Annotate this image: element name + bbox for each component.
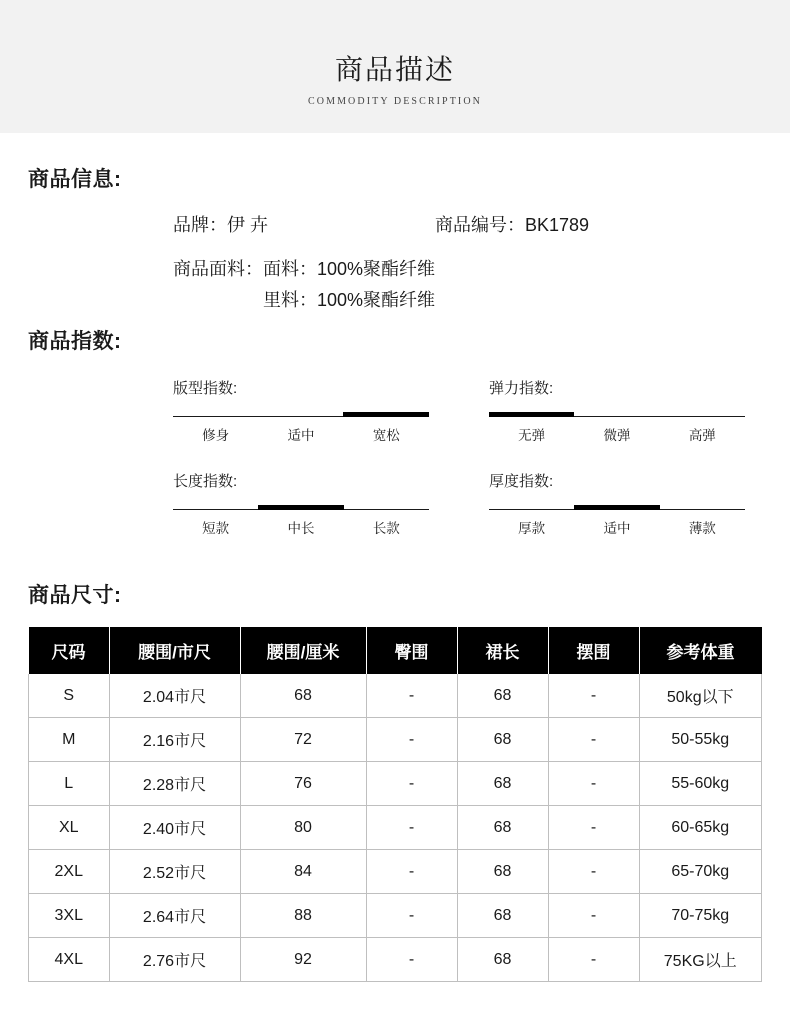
size-table-body	[29, 674, 762, 982]
page-title: 商品描述	[334, 53, 455, 85]
brand-and-code-row	[173, 211, 790, 237]
index-bar-elasticity	[489, 406, 745, 417]
table-cell: XL	[29, 806, 110, 850]
table-cell: -	[366, 762, 457, 806]
table-cell: 2.16市尺	[109, 718, 240, 762]
size-col-hip: 臀围	[366, 627, 457, 674]
table-cell: 68	[457, 894, 548, 938]
table-cell: 68	[240, 674, 366, 718]
table-cell: -	[548, 762, 639, 806]
index-option-fit-0: 修身	[202, 428, 230, 443]
table-cell: 2XL	[29, 850, 110, 894]
table-row	[29, 938, 762, 982]
brand-label: 品牌：伊 卉	[173, 215, 269, 235]
table-cell: 3XL	[29, 894, 110, 938]
table-cell: 2.04市尺	[109, 674, 240, 718]
table-cell: 84	[240, 850, 366, 894]
table-cell: -	[548, 718, 639, 762]
table-cell: 50kg以下	[639, 674, 762, 718]
table-cell: -	[548, 938, 639, 982]
table-cell: -	[366, 806, 457, 850]
index-label-fit: 版型指数:	[173, 380, 238, 397]
index-options-elasticity	[489, 424, 745, 444]
table-cell: 60-65kg	[639, 806, 762, 850]
table-cell: 92	[240, 938, 366, 982]
product-size-heading: 商品尺寸:	[28, 584, 122, 607]
table-cell: 88	[240, 894, 366, 938]
product-code-label: 商品编号：BK1789	[435, 215, 590, 235]
product-index-section	[0, 325, 790, 563]
table-cell: 65-70kg	[639, 850, 762, 894]
table-cell: -	[366, 718, 457, 762]
index-option-thickness-2: 薄款	[688, 521, 716, 536]
table-cell: 75KG以上	[639, 938, 762, 982]
fabric-row	[173, 255, 790, 317]
index-group-thickness	[489, 470, 745, 537]
page-subtitle: COMMODITY DESCRIPTION	[307, 96, 482, 108]
table-row	[29, 806, 762, 850]
index-group-elasticity	[489, 377, 745, 444]
table-cell: 68	[457, 718, 548, 762]
table-cell: 2.64市尺	[109, 894, 240, 938]
product-size-section	[0, 579, 790, 982]
index-option-length-2: 长款	[372, 521, 400, 536]
table-row	[29, 850, 762, 894]
table-cell: 72	[240, 718, 366, 762]
fabric-outer-value: 面料：100%聚酯纤维	[263, 259, 436, 279]
size-col-weight: 参考体重	[639, 627, 762, 674]
fabric-values	[263, 255, 435, 317]
index-label-length: 长度指数:	[173, 473, 238, 490]
product-info-heading: 商品信息:	[28, 168, 122, 191]
table-cell: 76	[240, 762, 366, 806]
table-row	[29, 762, 762, 806]
table-cell: 80	[240, 806, 366, 850]
table-cell: -	[366, 894, 457, 938]
table-cell: 2.28市尺	[109, 762, 240, 806]
table-cell: -	[366, 850, 457, 894]
table-cell: M	[29, 718, 110, 762]
index-option-elasticity-1: 微弹	[603, 428, 631, 443]
table-cell: 2.52市尺	[109, 850, 240, 894]
index-group-fit	[173, 377, 429, 444]
size-table	[28, 627, 762, 982]
table-cell: L	[29, 762, 110, 806]
index-options-fit	[173, 424, 429, 444]
index-options-thickness	[489, 517, 745, 537]
size-table-header-row	[29, 627, 762, 674]
size-col-length: 裙长	[457, 627, 548, 674]
table-cell: 68	[457, 762, 548, 806]
product-index-heading: 商品指数:	[28, 330, 122, 353]
table-cell: 68	[457, 850, 548, 894]
product-info-rows	[28, 211, 790, 317]
index-bar-thickness	[489, 499, 745, 510]
table-cell: -	[548, 894, 639, 938]
index-bar-length	[173, 499, 429, 510]
index-option-thickness-0: 厚款	[518, 521, 546, 536]
index-option-elasticity-0: 无弹	[518, 428, 546, 443]
index-bar-fit	[173, 406, 429, 417]
index-grid	[28, 377, 790, 563]
table-row	[29, 674, 762, 718]
index-options-length	[173, 517, 429, 537]
product-info-section	[0, 133, 790, 317]
table-cell: S	[29, 674, 110, 718]
index-fill-thickness	[574, 505, 660, 510]
index-option-length-0: 短款	[202, 521, 230, 536]
table-cell: 2.40市尺	[109, 806, 240, 850]
fabric-lining-value: 里料：100%聚酯纤维	[263, 290, 436, 310]
table-cell: 4XL	[29, 938, 110, 982]
table-cell: -	[366, 674, 457, 718]
index-column-right	[489, 377, 745, 563]
index-column-left	[173, 377, 429, 563]
index-fill-elasticity	[489, 412, 574, 417]
index-label-elasticity: 弹力指数:	[489, 380, 554, 397]
index-option-length-1: 中长	[287, 521, 315, 536]
index-fill-fit	[343, 412, 429, 417]
table-row	[29, 718, 762, 762]
size-col-code: 尺码	[29, 627, 110, 674]
index-option-thickness-1: 适中	[603, 521, 631, 536]
page-header	[0, 0, 790, 133]
size-col-hem: 摆围	[548, 627, 639, 674]
table-cell: -	[548, 806, 639, 850]
index-option-elasticity-2: 高弹	[688, 428, 716, 443]
table-cell: 55-60kg	[639, 762, 762, 806]
table-cell: -	[548, 674, 639, 718]
index-label-thickness: 厚度指数:	[489, 473, 554, 490]
fabric-label: 商品面料：	[173, 259, 263, 279]
table-cell: -	[548, 850, 639, 894]
table-cell: 68	[457, 806, 548, 850]
table-cell: 68	[457, 674, 548, 718]
size-col-waist-shichi: 腰围/市尺	[109, 627, 240, 674]
table-cell: 50-55kg	[639, 718, 762, 762]
table-row	[29, 894, 762, 938]
table-cell: 68	[457, 938, 548, 982]
index-option-fit-2: 宽松	[372, 428, 400, 443]
table-cell: 70-75kg	[639, 894, 762, 938]
index-group-length	[173, 470, 429, 537]
size-col-waist-cm: 腰围/厘米	[240, 627, 366, 674]
index-option-fit-1: 适中	[287, 428, 315, 443]
table-cell: 2.76市尺	[109, 938, 240, 982]
table-cell: -	[366, 938, 457, 982]
index-fill-length	[258, 505, 344, 510]
